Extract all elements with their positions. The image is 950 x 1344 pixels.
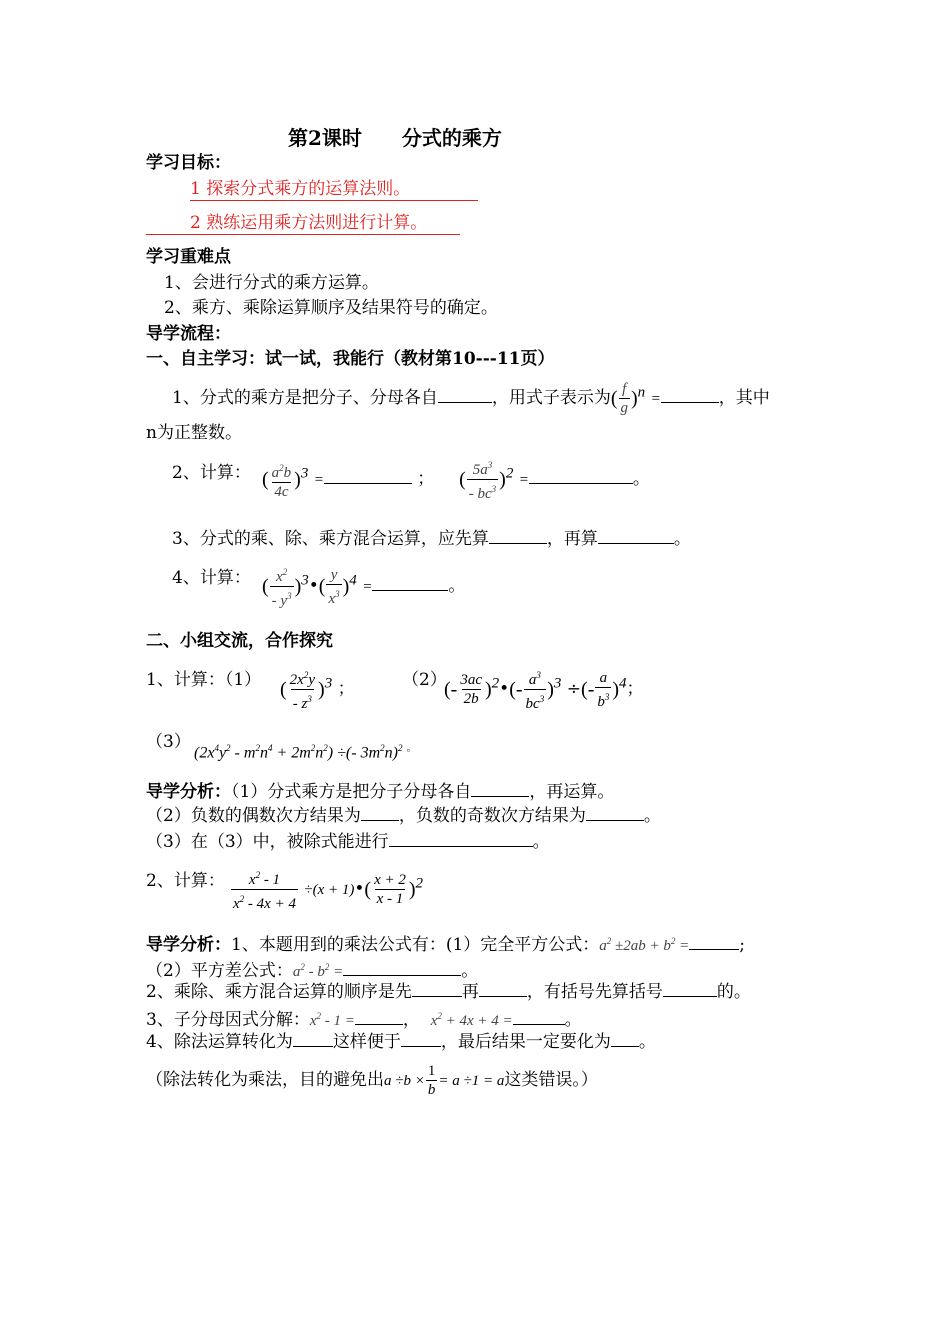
part2-q1-3-label: （3） <box>146 732 191 752</box>
analysis1-line1 <box>146 780 614 803</box>
analysis2-text-b: ，负数的奇数次方结果为 <box>398 806 586 826</box>
analysis-b-text-6b: 这类错误。） <box>504 1070 598 1090</box>
objective-1: 1 探索分式乘方的运算法则。 <box>190 178 478 201</box>
part1-q1-text-d: n为正整数。 <box>146 423 242 443</box>
part2-q1-expr3: $(2x^4y^2 - m^2n^4 + 2m^2n^2)$ ÷(- $3m^2n)^2$ 。 <box>194 743 417 762</box>
answer-blank[interactable] <box>412 980 462 997</box>
part1-q3-text-c: 。 <box>673 529 691 549</box>
part2-q1-expr1: ( $\frac{2x^2y}{- z^3}$ )3 ； <box>280 670 355 712</box>
analysis-b-text-5b: 这样便于 <box>332 1032 401 1052</box>
part1-q1-text-c: ，其中 <box>718 388 770 408</box>
analysis-b-line6: （除法转化为乘法，目的避免出a ÷b × $\frac{1}{b}$ = a ÷1 = a这类错误。） <box>146 1063 598 1098</box>
period: 。 <box>564 1010 582 1030</box>
analysis-b-text-6a: （除法转化为乘法，目的避免出 <box>146 1070 384 1090</box>
page-title: 第2课时 分式的乘方 <box>288 126 502 150</box>
analysis-b-text-3a: 2、乘除、乘方混合运算的顺序是先 <box>146 982 412 1002</box>
answer-blank[interactable] <box>611 1030 639 1047</box>
part1-q2-label: 2、计算： <box>172 463 251 483</box>
analysis-b-text-5c: ，最后结果一定要化为 <box>440 1032 611 1052</box>
answer-blank[interactable] <box>372 574 448 591</box>
part2-q1-expr2: (- $\frac{3ac}{2b}$ )2•(- $\frac{a^3}{bc^3}$ )3 ÷(- $\frac{a}{b^3}$ )4； <box>444 669 644 712</box>
analysis-b-text-3b: 再 <box>461 982 479 1002</box>
analysis3-text-a: （3）在（3）中，被除式能进行 <box>146 832 389 852</box>
analysis-b-text-5a: 4、除法运算转化为 <box>146 1032 293 1052</box>
answer-blank[interactable] <box>661 386 719 403</box>
answer-blank[interactable] <box>471 780 529 797</box>
flow-heading: 导学流程： <box>146 324 231 344</box>
objective-2: 2 熟练运用乘方法则进行计算。 <box>146 212 460 235</box>
answer-blank[interactable] <box>479 980 527 997</box>
answer-blank[interactable] <box>389 830 533 847</box>
answer-blank[interactable] <box>586 804 644 821</box>
answer-blank[interactable] <box>598 527 674 544</box>
part1-heading: 一、自主学习：试一试，我能行（教材第10---11页） <box>146 349 555 369</box>
analysis-label: 导学分析： <box>146 782 231 802</box>
fraction-f-g: $\frac{f}{g}$ <box>620 381 628 416</box>
part2-q1-2-label: （2） <box>402 670 447 690</box>
analysis-b-line2: （2）平方差公式：$a^2 - b^2$ = 。 <box>146 961 479 981</box>
comma: ， <box>402 1010 420 1030</box>
answer-blank[interactable] <box>401 1030 441 1047</box>
semicolon: ; <box>739 935 745 955</box>
answer-blank[interactable] <box>489 527 547 544</box>
analysis1-line3 <box>146 830 550 853</box>
analysis-b-text-3d: 的。 <box>716 982 751 1002</box>
semicolon: ； <box>626 679 644 699</box>
part1-q1-text-a: 1、分式的乘方是把分子、分母各自 <box>172 388 438 408</box>
answer-blank[interactable] <box>689 933 739 950</box>
answer-blank[interactable] <box>529 467 633 484</box>
difficulty-heading: 学习重难点 <box>146 247 231 267</box>
part1-q2-expr: ( $\frac{a^2b}{4c}$ )3 = ； ( $\frac{5a^3}{- bc^3}$ )2 = 。 <box>262 460 650 502</box>
semicolon: ； <box>337 679 355 699</box>
period: 。 <box>448 576 466 596</box>
analysis-b-text-1: 1、本题用到的乘法公式有：(1）完全平方公式： <box>231 935 600 955</box>
answer-blank[interactable] <box>293 1030 333 1047</box>
answer-blank[interactable] <box>343 959 461 976</box>
semicolon: ； <box>417 469 435 489</box>
analysis-b-text-4: 3、子分母因式分解： <box>146 1010 310 1030</box>
difficulty-2: 2、乘方、乘除运算顺序及结果符号的确定。 <box>164 298 498 318</box>
analysis-b-line4: 3、子分母因式分解：$x^2 - 1$ = ， $x^2 + 4x + 4$ = 。 <box>146 1010 582 1030</box>
analysis1-text-a: （1）分式乘方是把分子分母各自 <box>231 782 472 802</box>
period: 。 <box>638 1032 656 1052</box>
analysis-b-line1: 导学分析：1、本题用到的乘法公式有：(1）完全平方公式：$a^2 \pm 2ab + b^2$ = ; <box>146 935 745 955</box>
part1-q4-expr: ( $\frac{x^2}{- y^3}$ )3•( $\frac{y}{x^3}$ )4 = 。 <box>262 566 466 609</box>
answer-blank[interactable] <box>513 1008 565 1025</box>
part1-q3-text-a: 3、分式的乘、除、乘方混合运算，应先算 <box>172 529 489 549</box>
objectives-heading: 学习目标： <box>146 153 231 173</box>
analysis2-text-a: （2）负数的偶数次方结果为 <box>146 806 361 826</box>
part2-q1-label: 1、计算：（1） <box>146 670 262 690</box>
answer-blank[interactable] <box>438 386 492 403</box>
period: 。 <box>643 806 661 826</box>
analysis-b-line5 <box>146 1030 656 1053</box>
period: 。 <box>461 961 479 981</box>
part1-q1-line: 1、分式的乘方是把分子、分母各自 ，用式子表示为( $\frac{f}{g}$ )n = ，其中 <box>172 381 770 416</box>
difficulty-1: 1、会进行分式的乘方运算。 <box>164 273 379 293</box>
part1-q3-line <box>172 527 691 550</box>
analysis-label: 导学分析： <box>146 935 231 955</box>
period: 。 <box>532 832 550 852</box>
answer-blank[interactable] <box>663 980 717 997</box>
analysis-b-text-3c: ，有括号先算括号 <box>526 982 663 1002</box>
part2-q2-expr: $\frac{x^2 - 1}{x^2 - 4x + 4}$ ÷(x + 1)•( $\frac{x + 2}{x - 1}$ )2 <box>233 870 424 912</box>
answer-blank[interactable] <box>355 1008 403 1025</box>
analysis-b-text-2: （2）平方差公式： <box>146 961 293 981</box>
part2-heading: 二、小组交流，合作探究 <box>146 631 333 651</box>
analysis-b-line3 <box>146 980 751 1003</box>
period: 。 <box>632 469 650 489</box>
answer-blank[interactable] <box>324 467 412 484</box>
part2-q2-label: 2、计算： <box>146 871 225 891</box>
part1-q3-text-b: ，再算 <box>546 529 598 549</box>
analysis1-line2 <box>146 804 661 827</box>
part1-q1-text-b: ，用式子表示为 <box>491 388 611 408</box>
part1-q4-label: 4、计算： <box>172 568 251 588</box>
analysis1-text-b: ，再运算。 <box>529 782 615 802</box>
answer-blank[interactable] <box>361 804 399 821</box>
